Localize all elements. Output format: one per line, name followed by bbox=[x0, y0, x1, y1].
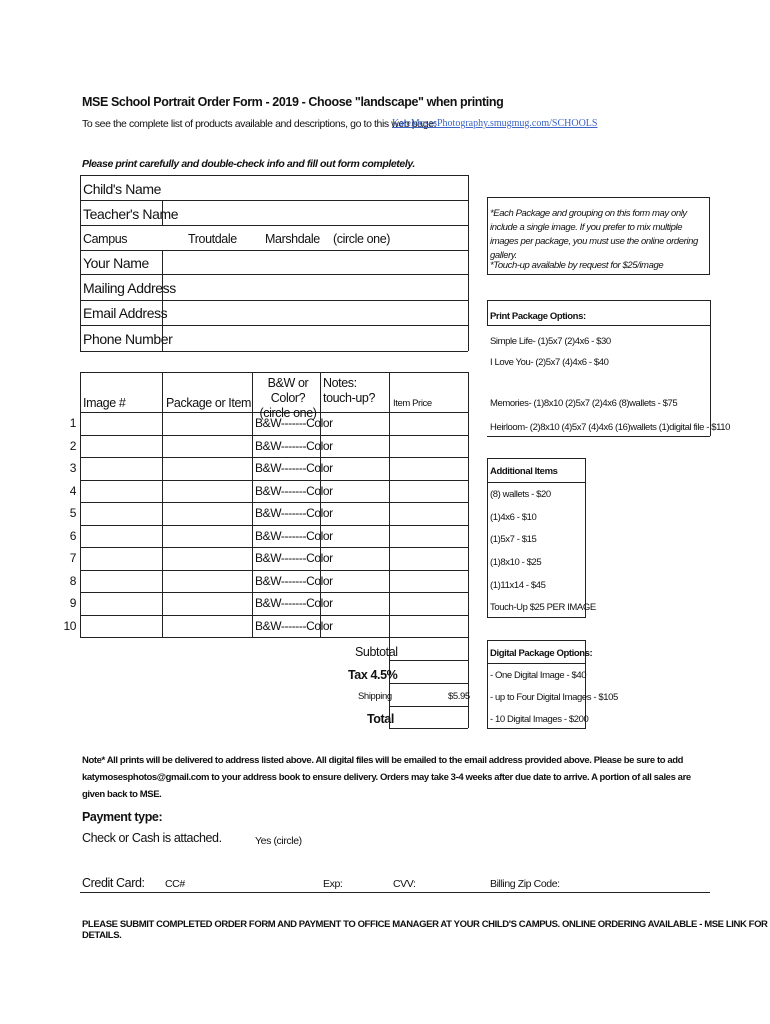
package-note: *Each Package and grouping on this form may only include a single image. If you prefer to mix multiple images per package, you must use the online ordering gallery. bbox=[490, 208, 698, 261]
shipping-label: Shipping bbox=[358, 691, 392, 702]
exp-field[interactable] bbox=[342, 874, 388, 891]
bw-color-choice[interactable]: B&W-------Color bbox=[255, 439, 333, 453]
bw-color-choice[interactable]: B&W-------Color bbox=[255, 506, 333, 520]
row-number: 5 bbox=[69, 506, 76, 520]
notes-field[interactable] bbox=[322, 526, 387, 546]
image-number-field[interactable] bbox=[82, 413, 160, 433]
bw-color-choice[interactable]: B&W-------Color bbox=[255, 574, 333, 588]
notes-field[interactable] bbox=[322, 503, 387, 523]
table-row bbox=[0, 435, 470, 458]
item-price-field[interactable] bbox=[391, 593, 467, 613]
cvv-field[interactable] bbox=[414, 874, 484, 891]
cvv-label: CVV: bbox=[393, 878, 416, 890]
form-title: MSE School Portrait Order Form - 2019 - Choose "landscape" when printing bbox=[82, 95, 504, 109]
package-field[interactable] bbox=[164, 548, 250, 568]
additional-11x14: (1)11x14 - $45 bbox=[490, 580, 546, 591]
subtotal-label: Subtotal bbox=[355, 645, 398, 659]
image-number-field[interactable] bbox=[82, 481, 160, 501]
image-number-field[interactable] bbox=[82, 616, 160, 636]
row-number: 3 bbox=[69, 461, 76, 475]
item-price-field[interactable] bbox=[391, 571, 467, 591]
your-name-field[interactable] bbox=[164, 252, 466, 273]
col-bw-header: B&W or Color? (circle one) bbox=[259, 376, 317, 420]
package-memories: Memories- (1)8x10 (2)5x7 (2)4x6 (8)wallets - $75 bbox=[490, 398, 678, 409]
billing-zip-field[interactable] bbox=[570, 874, 708, 891]
bw-color-choice[interactable]: B&W-------Color bbox=[255, 596, 333, 610]
table-row bbox=[0, 570, 470, 593]
additional-5x7: (1)5x7 - $15 bbox=[490, 534, 537, 545]
smugmug-link[interactable]: KateMosesPhotography.smugmug.com/SCHOOLS bbox=[392, 118, 598, 129]
bw-color-choice[interactable]: B&W-------Color bbox=[255, 484, 333, 498]
notes-field[interactable] bbox=[322, 458, 387, 478]
email-address-field[interactable] bbox=[164, 302, 466, 324]
bw-color-choice[interactable]: B&W-------Color bbox=[255, 529, 333, 543]
tax-label: Tax 4.5% bbox=[348, 668, 398, 682]
row-number: 8 bbox=[69, 574, 76, 588]
image-number-field[interactable] bbox=[82, 503, 160, 523]
email-address-label: Email Address bbox=[83, 305, 168, 321]
col-price-header: Item Price bbox=[393, 398, 432, 409]
teacher-name-label: Teacher's Name bbox=[83, 206, 179, 222]
cc-number-label: CC# bbox=[165, 878, 185, 890]
item-price-field[interactable] bbox=[391, 616, 467, 636]
notes-field[interactable] bbox=[322, 413, 387, 433]
teacher-name-field[interactable] bbox=[164, 202, 466, 224]
check-cash-label: Check or Cash is attached. bbox=[82, 831, 222, 845]
package-notes-box bbox=[487, 197, 710, 275]
row-number: 2 bbox=[69, 439, 76, 453]
package-field[interactable] bbox=[164, 616, 250, 636]
row-number: 4 bbox=[69, 484, 76, 498]
bw-color-choice[interactable]: B&W-------Color bbox=[255, 461, 333, 475]
notes-field[interactable] bbox=[322, 593, 387, 613]
intro-text: To see the complete list of products available and descriptions, go to this web page: bbox=[82, 118, 437, 130]
package-i-love-you: I Love You- (2)5x7 (4)4x6 - $40 bbox=[490, 357, 609, 368]
child-name-label: Child's Name bbox=[83, 181, 162, 197]
child-name-field[interactable] bbox=[164, 177, 466, 199]
package-heirloom: Heirloom- (2)8x10 (4)5x7 (4)4x6 (16)wallets (1)digital file - $110 bbox=[490, 422, 731, 433]
notes-field[interactable] bbox=[322, 571, 387, 591]
additional-touchup: Touch-Up $25 PER IMAGE bbox=[490, 602, 596, 613]
package-field[interactable] bbox=[164, 413, 250, 433]
package-field[interactable] bbox=[164, 571, 250, 591]
row-number: 7 bbox=[69, 551, 76, 565]
table-row bbox=[0, 547, 470, 570]
your-name-label: Your Name bbox=[83, 255, 149, 271]
billing-zip-label: Billing Zip Code: bbox=[490, 878, 560, 890]
image-number-field[interactable] bbox=[82, 571, 160, 591]
item-price-field[interactable] bbox=[391, 413, 467, 433]
digital-package-heading: Digital Package Options: bbox=[490, 648, 593, 659]
item-price-field[interactable] bbox=[391, 503, 467, 523]
tax-field[interactable] bbox=[391, 662, 467, 682]
digital-one-image: - One Digital Image - $40 bbox=[490, 670, 587, 681]
package-field[interactable] bbox=[164, 593, 250, 613]
table-row bbox=[0, 412, 470, 435]
circle-one-hint: (circle one) bbox=[333, 232, 391, 246]
item-price-field[interactable] bbox=[391, 481, 467, 501]
image-number-field[interactable] bbox=[82, 526, 160, 546]
campus-label: Campus bbox=[83, 232, 128, 246]
digital-ten-images: - 10 Digital Images - $200 bbox=[490, 714, 589, 725]
total-field[interactable] bbox=[391, 708, 467, 727]
additional-4x6: (1)4x6 - $10 bbox=[490, 512, 537, 523]
total-label: Total bbox=[367, 712, 394, 726]
image-number-field[interactable] bbox=[82, 458, 160, 478]
bw-color-choice[interactable]: B&W-------Color bbox=[255, 619, 333, 633]
notes-field[interactable] bbox=[322, 481, 387, 501]
payment-type-label: Payment type: bbox=[82, 810, 163, 824]
notes-field[interactable] bbox=[322, 616, 387, 636]
table-row bbox=[0, 457, 470, 480]
notes-field[interactable] bbox=[322, 548, 387, 568]
row-number: 10 bbox=[63, 619, 76, 633]
col-package-header: Package or Item bbox=[166, 396, 252, 410]
package-simple-life: Simple Life- (1)5x7 (2)4x6 - $30 bbox=[490, 336, 611, 347]
item-price-field[interactable] bbox=[391, 436, 467, 456]
campus-option-troutdale[interactable]: Troutdale bbox=[188, 232, 237, 246]
table-row bbox=[0, 592, 470, 615]
subtotal-field[interactable] bbox=[391, 639, 467, 659]
touchup-note: *Touch-up available by request for $25/image bbox=[490, 260, 664, 271]
table-row bbox=[0, 502, 470, 525]
col-notes-header: Notes: touch-up? bbox=[323, 376, 375, 405]
mailing-address-label: Mailing Address bbox=[83, 280, 176, 296]
additional-wallets: (8) wallets - $20 bbox=[490, 489, 551, 500]
shipping-value: $5.95 bbox=[448, 691, 470, 702]
table-row bbox=[0, 525, 470, 548]
table-row bbox=[0, 480, 470, 503]
exp-label: Exp: bbox=[323, 878, 343, 890]
package-field[interactable] bbox=[164, 503, 250, 523]
table-row bbox=[0, 615, 470, 638]
row-number: 1 bbox=[69, 416, 76, 430]
package-field[interactable] bbox=[164, 436, 250, 456]
image-number-field[interactable] bbox=[82, 436, 160, 456]
package-field[interactable] bbox=[164, 526, 250, 546]
notes-field[interactable] bbox=[322, 436, 387, 456]
row-number: 6 bbox=[69, 529, 76, 543]
additional-8x10: (1)8x10 - $25 bbox=[490, 557, 542, 568]
bw-color-choice[interactable]: B&W-------Color bbox=[255, 551, 333, 565]
digital-four-images: - up to Four Digital Images - $105 bbox=[490, 692, 618, 703]
item-price-field[interactable] bbox=[391, 548, 467, 568]
image-number-field[interactable] bbox=[82, 548, 160, 568]
package-field[interactable] bbox=[164, 481, 250, 501]
item-price-field[interactable] bbox=[391, 526, 467, 546]
row-number: 9 bbox=[69, 596, 76, 610]
phone-number-field[interactable] bbox=[164, 327, 466, 350]
submit-instructions: PLEASE SUBMIT COMPLETED ORDER FORM AND PAYMENT TO OFFICE MANAGER AT YOUR CHILD'S CAMPUS. ONLINE ORDERING AVAILABLE - MSE LINK FOR DETAILS. bbox=[82, 919, 768, 941]
delivery-note: Note* All prints will be delivered to address listed above. All digital files will be emailed to the email address provided above. Please be sure to add katymosesphotos@gmail.com to your address book to ensure delivery. Orders may take 3-4 weeks after due date to arrive. A portion of all sales are given back to MSE. bbox=[82, 755, 691, 800]
bw-color-choice[interactable]: B&W-------Color bbox=[255, 416, 333, 430]
instruction-text: Please print carefully and double-check info and fill out form completely. bbox=[82, 158, 415, 170]
print-package-heading: Print Package Options: bbox=[490, 311, 586, 322]
phone-number-label: Phone Number bbox=[83, 331, 173, 347]
col-image-header: Image # bbox=[83, 396, 126, 410]
credit-card-label: Credit Card: bbox=[82, 876, 145, 890]
mailing-address-field[interactable] bbox=[164, 276, 466, 299]
yes-circle-option[interactable]: Yes (circle) bbox=[255, 835, 302, 847]
additional-items-heading: Additional Items bbox=[490, 466, 558, 477]
package-field[interactable] bbox=[164, 458, 250, 478]
image-number-field[interactable] bbox=[82, 593, 160, 613]
item-price-field[interactable] bbox=[391, 458, 467, 478]
campus-option-marshdale[interactable]: Marshdale bbox=[265, 232, 320, 246]
cc-number-field[interactable] bbox=[182, 874, 318, 891]
